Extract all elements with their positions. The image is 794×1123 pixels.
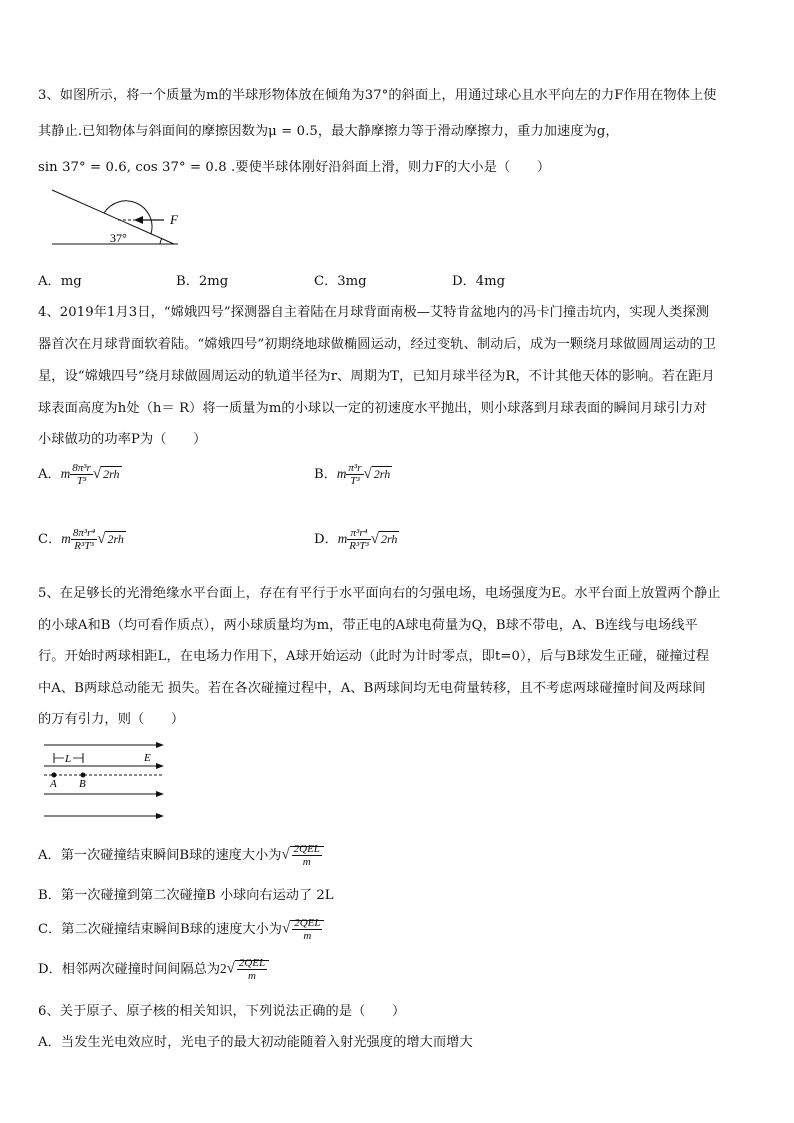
q4-option-d-fraction: $\frac{\text{π³r⁴}}{\text{R³T³}}$ bbox=[349, 527, 369, 552]
q3-option-b: B．2mg bbox=[176, 274, 229, 289]
q4-option-a bbox=[38, 462, 122, 487]
q4-option-c bbox=[38, 527, 126, 552]
q4-option-d-label: D． bbox=[314, 532, 338, 547]
q4-option-b-label: B． bbox=[314, 467, 337, 482]
q4-option-b-coef: m bbox=[336, 466, 347, 481]
force-label: F bbox=[170, 212, 178, 227]
q5-stem-line4: 中A、B两球总动能无 损失。若在各次碰撞过程中，A、B两球间均无电荷量转移，且不考虑两球碰撞时间及两球间 bbox=[38, 681, 706, 696]
q4-option-c-label: C． bbox=[38, 532, 62, 547]
q5-option-d-prefix: 2 bbox=[220, 961, 227, 976]
q5-option-a-text: A．第一次碰撞结束瞬间B球的速度大小为 bbox=[38, 848, 282, 863]
q4-option-a-coef: m bbox=[60, 466, 71, 481]
angle-arc bbox=[160, 238, 162, 244]
q5-field-figure bbox=[40, 740, 170, 830]
q5-stem-line2: 的小球A和B（均可看作质点），两小球质量均为m，带正电的A球电荷量为Q，B球不带电，A、B连线与电场线平 bbox=[38, 618, 698, 633]
q4-option-c-sqrt: √ 2rh bbox=[97, 531, 124, 547]
hemisphere bbox=[104, 201, 152, 234]
q4-option-a-fraction: $\frac{\text{8π³r}}{\text{T³}}$ bbox=[72, 462, 91, 487]
q4-stem-line2: 器首次在月球背面软着陆。“嫦娥四号”初期绕地球做椭圆运动，经过变轨、制动后，成为一颗绕月球做圆周运动的卫 bbox=[38, 337, 717, 352]
q3-option-c: C．3mg bbox=[314, 274, 367, 289]
q4-stem-line5: 小球做功的功率P为（ ） bbox=[38, 432, 207, 447]
angle-label: 37° bbox=[110, 231, 127, 245]
q4-option-c-coef: m bbox=[61, 531, 71, 546]
q4-option-b-fraction: $\frac{\text{π³r}}{\text{T³}}$ bbox=[348, 462, 362, 487]
force-arrowhead bbox=[134, 216, 143, 224]
q5-option-c-text: C．第二次碰撞结束瞬间B球的速度大小为 bbox=[38, 922, 282, 937]
q4-option-d-coef: m bbox=[337, 531, 348, 546]
q4-option-d-sqrt: √ 2rh bbox=[370, 531, 398, 547]
q4-stem-line4: 球表面高度为h处（h＝ R）将一质量为m的小球以一定的初速度水平抛出，则小球落到月球表面的瞬间月球引力对 bbox=[38, 401, 707, 416]
ball-b bbox=[81, 773, 86, 778]
q3-stem-line2: 其静止.已知物体与斜面间的摩擦因数为μ = 0.5，最大静摩擦力等于滑动摩擦力，重力加速度为g， bbox=[38, 124, 619, 139]
q6-option-a: A．当发生光电效应时，光电子的最大初动能随着入射光强度的增大而增大 bbox=[38, 1035, 473, 1050]
q5-stem-line3: 行。开始时两球相距L，在电场力作用下，A球开始运动（此时为计时零点，即t=0），后与B球发生正碰，碰撞过程 bbox=[38, 649, 710, 664]
q4-stem-line1: 4、2019年1月3日，“嫦娥四号”探测器自主着陆在月球背面南极—艾特肯盆地内的冯卡门撞击坑内，实现人类探测 bbox=[38, 305, 710, 320]
q3-stem-line1: 3、如图所示，将一个质量为m的半球形物体放在倾角为37°的斜面上，用通过球心且水平向左的力F作用在物体上使 bbox=[38, 88, 717, 103]
q4-stem-line3: 星，设“嫦娥四号”绕月球做圆周运动的轨道半径为r、周期为T，已知月球半径为R，不计其他天体的影响。若在距月 bbox=[38, 369, 715, 384]
q5-option-d-text: D．相邻两次碰撞时间间隔总为 bbox=[38, 962, 221, 977]
q5-stem-line5: 的万有引力，则（ ） bbox=[38, 712, 185, 727]
E-label: E bbox=[144, 752, 151, 764]
q3-stem-line3: sin 37° = 0.6, cos 37° = 0.8 .要使半球体刚好沿斜面上滑，则力F的大小是（ ） bbox=[38, 160, 551, 175]
q4-option-b bbox=[314, 462, 392, 487]
q5-option-d bbox=[38, 957, 269, 982]
q5-option-a-sqrt: √ $\frac{\text{2QEL}}{m}$ bbox=[281, 843, 324, 868]
q5-option-c bbox=[38, 917, 324, 942]
field-arrowhead-4 bbox=[156, 813, 164, 819]
q5-option-b: B．第一次碰撞到第二次碰撞B 小球向右运动了 2L bbox=[38, 888, 334, 903]
q5-option-a bbox=[38, 843, 324, 868]
field-arrowhead-3 bbox=[156, 791, 164, 797]
q4-option-c-fraction: $\frac{\text{8π³r⁴}}{\text{R³T³}}$ bbox=[72, 527, 96, 552]
q3-option-a: A．mg bbox=[38, 274, 82, 289]
q4-option-a-label: A． bbox=[38, 467, 61, 482]
q3-incline-figure bbox=[46, 188, 196, 250]
field-arrowhead-2 bbox=[156, 763, 164, 769]
q6-stem-line1: 6、关于原子、原子核的相关知识，下列说法正确的是（ ） bbox=[38, 1004, 406, 1019]
q5-option-d-sqrt: √ $\frac{\text{2QEL}}{m}$ bbox=[227, 957, 270, 982]
ball-a-label: A bbox=[50, 778, 57, 790]
ball-a bbox=[52, 773, 57, 778]
ball-b-label: B bbox=[79, 778, 86, 790]
field-arrowhead-1 bbox=[156, 742, 164, 748]
q4-option-a-sqrt: √ 2rh bbox=[92, 466, 120, 482]
q4-option-b-sqrt: √ 2rh bbox=[363, 466, 391, 482]
q5-option-c-sqrt: √ $\frac{\text{2QEL}}{m}$ bbox=[282, 917, 325, 942]
q4-option-d bbox=[314, 527, 399, 552]
L-label: L bbox=[65, 753, 72, 765]
q3-option-d: D．4mg bbox=[452, 274, 506, 289]
q5-stem-line1: 5、在足够长的光滑绝缘水平台面上，存在有平行于水平面向右的匀强电场，电场强度为E。水平台面上放置两个静止 bbox=[38, 586, 721, 601]
